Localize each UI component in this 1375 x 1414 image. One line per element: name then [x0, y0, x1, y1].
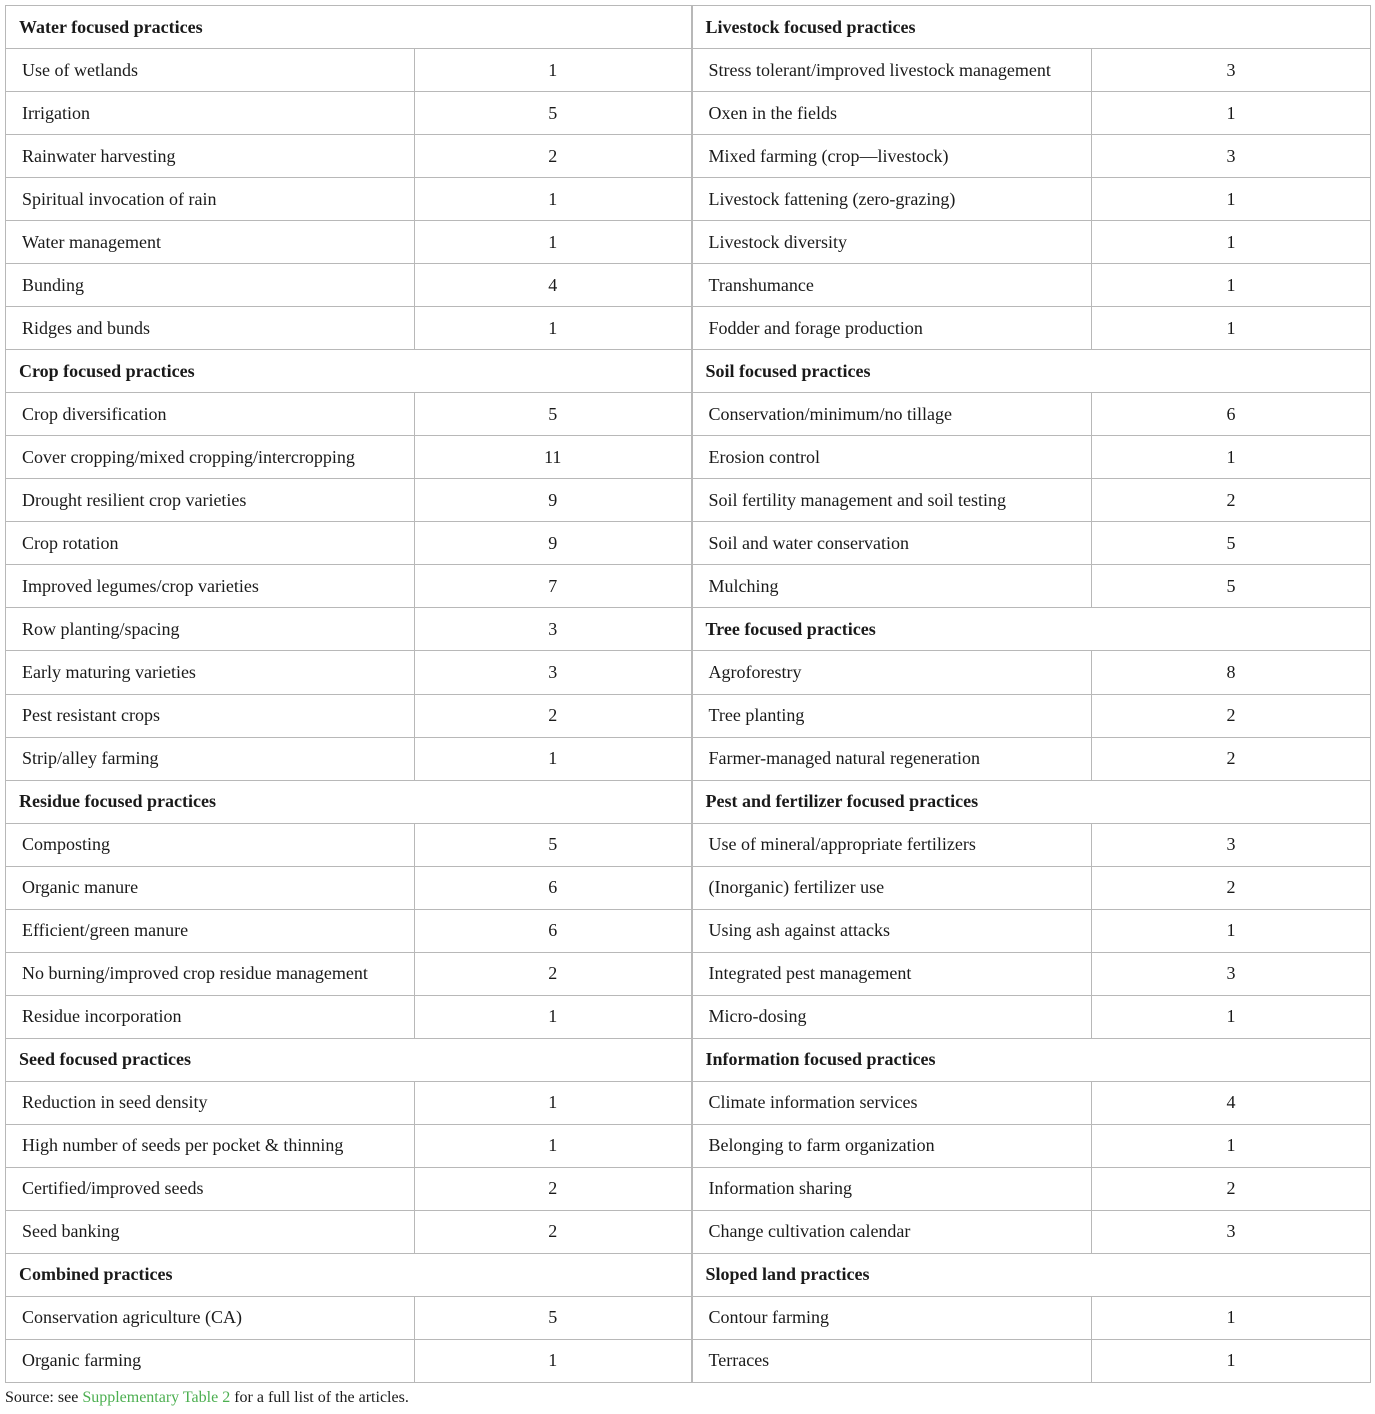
article-count: 1 [1092, 1124, 1371, 1167]
practice-name: Row planting/spacing [6, 608, 415, 651]
article-count: 2 [415, 1167, 692, 1210]
article-count: 1 [1092, 995, 1371, 1038]
article-count: 6 [415, 909, 692, 952]
article-count: 4 [1092, 1081, 1371, 1124]
table-row [6, 350, 1371, 393]
table-row [6, 737, 1371, 780]
practice-name: Use of wetlands [6, 49, 415, 92]
practice-name: Early maturing varieties [6, 651, 415, 694]
article-count: 9 [415, 522, 692, 565]
article-count: 3 [1092, 49, 1371, 92]
practice-name: Improved legumes/crop varieties [6, 565, 415, 608]
practice-name: Belonging to farm organization [692, 1124, 1092, 1167]
table-row [6, 1124, 1371, 1167]
article-count: 6 [1092, 393, 1371, 436]
practice-name: Crop diversification [6, 393, 415, 436]
article-count: 3 [415, 608, 692, 651]
practice-name: Erosion control [692, 436, 1092, 479]
practice-name: Organic manure [6, 866, 415, 909]
article-count: 5 [415, 92, 692, 135]
table-row [6, 221, 1371, 264]
practice-name: Terraces [692, 1339, 1092, 1382]
practice-name: Conservation/minimum/no tillage [692, 393, 1092, 436]
practice-name: Oxen in the fields [692, 92, 1092, 135]
article-count: 1 [415, 737, 692, 780]
practice-name: Soil fertility management and soil testing [692, 479, 1092, 522]
supplementary-table-link[interactable]: Supplementary Table 2 [82, 1389, 231, 1406]
practice-name: Using ash against attacks [692, 909, 1092, 952]
table-row [6, 6, 1371, 49]
practice-name: Rainwater harvesting [6, 135, 415, 178]
practice-name: Residue incorporation [6, 995, 415, 1038]
practice-name: Integrated pest management [692, 952, 1092, 995]
table-row [6, 909, 1371, 952]
practice-name: Strip/alley farming [6, 737, 415, 780]
practice-name: Seed banking [6, 1210, 415, 1253]
section-header: Pest and fertilizer focused practices [692, 780, 1371, 823]
practice-name: No burning/improved crop residue management [6, 952, 415, 995]
table-row [6, 651, 1371, 694]
practice-name: Efficient/green manure [6, 909, 415, 952]
practice-name: Contour farming [692, 1296, 1092, 1339]
article-count: 1 [415, 1339, 692, 1382]
practice-name: Soil and water conservation [692, 522, 1092, 565]
practice-name: Tree planting [692, 694, 1092, 737]
article-count: 2 [415, 694, 692, 737]
table-row [6, 436, 1371, 479]
table-row [6, 522, 1371, 565]
article-count: 1 [1092, 264, 1371, 307]
source-note [5, 1389, 409, 1407]
section-header: Tree focused practices [692, 608, 1371, 651]
table-row [6, 1167, 1371, 1210]
table-row [6, 995, 1371, 1038]
article-count: 1 [1092, 1296, 1371, 1339]
article-count: 2 [1092, 479, 1371, 522]
section-header: Combined practices [6, 1253, 692, 1296]
section-header: Residue focused practices [6, 780, 692, 823]
article-count: 1 [415, 49, 692, 92]
practice-name: Farmer-managed natural regeneration [692, 737, 1092, 780]
table-row [6, 479, 1371, 522]
article-count: 5 [415, 393, 692, 436]
practice-name: Fodder and forage production [692, 307, 1092, 350]
table-row [6, 694, 1371, 737]
article-count: 1 [415, 178, 692, 221]
section-header: Water focused practices [6, 6, 692, 49]
table-row [6, 780, 1371, 823]
practice-name: Agroforestry [692, 651, 1092, 694]
article-count: 7 [415, 565, 692, 608]
table-row [6, 866, 1371, 909]
article-count: 5 [415, 823, 692, 866]
table-row [6, 952, 1371, 995]
article-count: 1 [415, 1081, 692, 1124]
table-row [6, 565, 1371, 608]
practice-name: Pest resistant crops [6, 694, 415, 737]
article-count: 1 [1092, 92, 1371, 135]
article-count: 1 [1092, 436, 1371, 479]
article-count: 6 [415, 866, 692, 909]
article-count: 9 [415, 479, 692, 522]
table-row [6, 608, 1371, 651]
practice-name: Stress tolerant/improved livestock management [692, 49, 1092, 92]
article-count: 3 [1092, 135, 1371, 178]
article-count: 5 [415, 1296, 692, 1339]
article-count: 2 [415, 135, 692, 178]
practice-name: Mulching [692, 565, 1092, 608]
table-row [6, 1296, 1371, 1339]
practice-name: Reduction in seed density [6, 1081, 415, 1124]
article-count: 2 [1092, 1167, 1371, 1210]
practice-name: Livestock diversity [692, 221, 1092, 264]
article-count: 1 [1092, 909, 1371, 952]
section-header: Seed focused practices [6, 1038, 692, 1081]
table-row [6, 49, 1371, 92]
practice-name: Composting [6, 823, 415, 866]
practice-name: Change cultivation calendar [692, 1210, 1092, 1253]
practice-name: Ridges and bunds [6, 307, 415, 350]
table-row [6, 264, 1371, 307]
practice-name: Cover cropping/mixed cropping/intercropping [6, 436, 415, 479]
section-header: Soil focused practices [692, 350, 1371, 393]
article-count: 2 [415, 952, 692, 995]
practice-name: Information sharing [692, 1167, 1092, 1210]
table-row [6, 92, 1371, 135]
article-count: 1 [1092, 178, 1371, 221]
practice-name: Organic farming [6, 1339, 415, 1382]
article-count: 3 [415, 651, 692, 694]
table-row [6, 393, 1371, 436]
practice-name: (Inorganic) fertilizer use [692, 866, 1092, 909]
section-header: Sloped land practices [692, 1253, 1371, 1296]
article-count: 1 [1092, 1339, 1371, 1382]
table-row [6, 1210, 1371, 1253]
practice-name: Climate information services [692, 1081, 1092, 1124]
table-row [6, 178, 1371, 221]
article-count: 1 [415, 307, 692, 350]
section-header: Information focused practices [692, 1038, 1371, 1081]
article-count: 4 [415, 264, 692, 307]
table-row [6, 307, 1371, 350]
article-count: 2 [1092, 866, 1371, 909]
article-count: 1 [1092, 221, 1371, 264]
table-row [6, 1339, 1371, 1382]
table-row [6, 1038, 1371, 1081]
section-header: Crop focused practices [6, 350, 692, 393]
practice-name: Bunding [6, 264, 415, 307]
section-header: Livestock focused practices [692, 6, 1371, 49]
practices-table [5, 5, 1371, 1383]
practice-name: Transhumance [692, 264, 1092, 307]
article-count: 11 [415, 436, 692, 479]
article-count: 1 [415, 995, 692, 1038]
practice-name: Certified/improved seeds [6, 1167, 415, 1210]
practice-name: Conservation agriculture (CA) [6, 1296, 415, 1339]
table-row [6, 823, 1371, 866]
article-count: 8 [1092, 651, 1371, 694]
source-prefix: Source: see [5, 1389, 83, 1406]
article-count: 1 [1092, 307, 1371, 350]
article-count: 2 [1092, 694, 1371, 737]
article-count: 3 [1092, 823, 1371, 866]
table-row [6, 135, 1371, 178]
article-count: 3 [1092, 1210, 1371, 1253]
article-count: 1 [415, 1124, 692, 1167]
article-count: 5 [1092, 565, 1371, 608]
practice-name: Water management [6, 221, 415, 264]
article-count: 2 [1092, 737, 1371, 780]
article-count: 2 [415, 1210, 692, 1253]
table-row [6, 1253, 1371, 1296]
practice-name: Crop rotation [6, 522, 415, 565]
practice-name: High number of seeds per pocket & thinning [6, 1124, 415, 1167]
practice-name: Spiritual invocation of rain [6, 178, 415, 221]
article-count: 3 [1092, 952, 1371, 995]
table-row [6, 1081, 1371, 1124]
practice-name: Irrigation [6, 92, 415, 135]
source-suffix: for a full list of the articles. [230, 1389, 409, 1406]
practice-name: Micro-dosing [692, 995, 1092, 1038]
practice-name: Livestock fattening (zero-grazing) [692, 178, 1092, 221]
practice-name: Mixed farming (crop—livestock) [692, 135, 1092, 178]
article-count: 1 [415, 221, 692, 264]
article-count: 5 [1092, 522, 1371, 565]
practice-name: Drought resilient crop varieties [6, 479, 415, 522]
practice-name: Use of mineral/appropriate fertilizers [692, 823, 1092, 866]
